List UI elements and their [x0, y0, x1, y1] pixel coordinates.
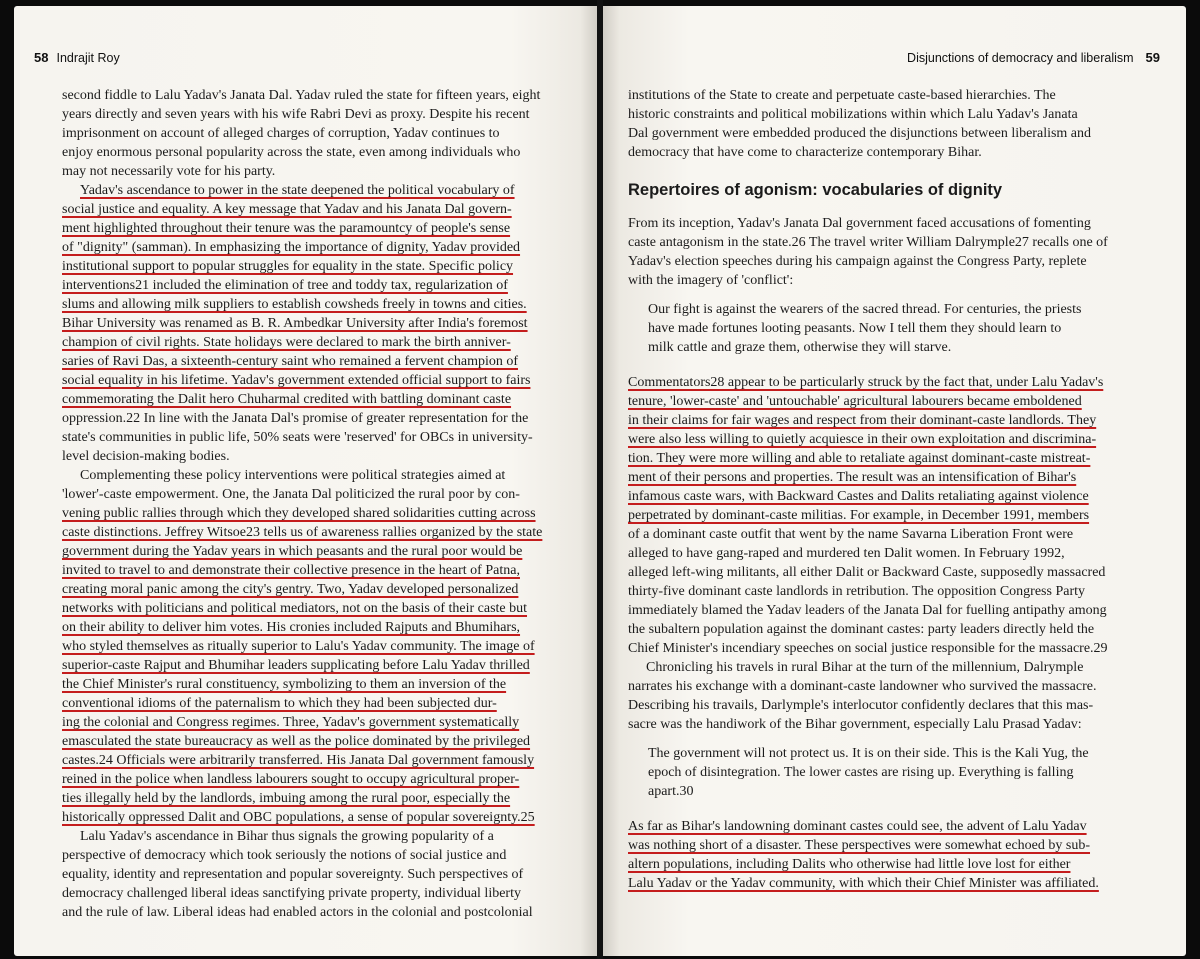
text-line: equality, identity and representation and popular sovereignty. Such perspectives of — [62, 867, 524, 882]
block-quote-2 — [628, 744, 1148, 801]
text-line: Chronicling his travels in rural Bihar at the turn of the millennium, Dalrymple — [646, 660, 1084, 675]
text-line: From its inception, Yadav's Janata Dal government faced accusations of fomenting — [628, 216, 1091, 231]
left-body-text — [62, 86, 572, 922]
text-line: was nothing short of a disaster. These perspectives were somewhat echoed by sub- — [628, 838, 1091, 853]
text-line: perpetrated by dominant-caste militias. For example, in December 1991, members — [628, 508, 1090, 523]
right-running-header — [907, 50, 1160, 65]
text-line: milk cattle and graze them, otherwise they will starve. — [648, 340, 952, 355]
text-line: 'lower'-caste empowerment. One, the Janata Dal politicized the rural poor by con- — [62, 487, 520, 502]
left-page-number: 58 — [34, 50, 49, 65]
right-page-number: 59 — [1145, 50, 1160, 65]
text-line: state's communities in public life, 50% seats were 'reserved' for OBCs in university- — [62, 430, 533, 445]
text-line: tenure, 'lower-caste' and 'untouchable' agricultural labourers became emboldened — [628, 394, 1082, 409]
text-line: conventional idioms of the paternalism to which they had been subjected dur- — [62, 696, 497, 711]
text-line: Complementing these policy interventions were political strategies aimed at — [80, 468, 506, 483]
text-line: immediately blamed the Yadav leaders of the Janata Dal for fuelling antipathy among — [628, 603, 1107, 618]
text-line: The government will not protect us. It is on their side. This is the Kali Yug, the — [648, 746, 1089, 761]
text-line: sacre was the handiwork of the Bihar government, especially Lalu Prasad Yadav: — [628, 717, 1082, 732]
text-line: Our fight is against the wearers of the sacred thread. For centuries, the priests — [648, 302, 1082, 317]
text-line: ment of their persons and properties. The result was an intensification of Bihar's — [628, 470, 1077, 485]
right-page — [602, 6, 1186, 956]
text-line: social equality in his lifetime. Yadav's government extended official support to fairs — [62, 373, 531, 388]
text-line: imprisonment on account of alleged charges of corruption, Yadav continues to — [62, 126, 500, 141]
text-line: historically oppressed Dalit and OBC populations, a sense of popular sovereignty.25 — [62, 810, 535, 825]
text-line: institutional support to popular struggles for equality in the state. Specific policy — [62, 259, 514, 274]
text-line: democracy that have come to characterize contemporary Bihar. — [628, 145, 982, 160]
book-gutter — [597, 0, 603, 959]
text-line: creating moral panic among the city's gentry. Two, Yadav developed personalized — [62, 582, 519, 597]
text-line: ties illegally held by the landlords, imbuing among the rural poor, especially the — [62, 791, 511, 806]
text-line: ing the colonial and Congress regimes. Three, Yadav's government systematically — [62, 715, 520, 730]
text-line: Yadav's election speeches during his campaign against the Congress Party, replete — [628, 254, 1087, 269]
text-line: on their ability to deliver him votes. His cronies included Rajputs and Bhumihars, — [62, 620, 521, 635]
text-line: of a dominant caste outfit that went by the name Savarna Liberation Front were — [628, 527, 1074, 542]
text-line: were also less willing to quietly acquiesce in their own exploitation and discrimina- — [628, 432, 1097, 447]
text-line: social justice and equality. A key message that Yadav and his Janata Dal govern- — [62, 202, 512, 217]
text-line: networks with politicians and political mediators, not on the basis of their caste but — [62, 601, 528, 616]
text-line: Lalu Yadav's ascendance in Bihar thus signals the growing popularity of a — [80, 829, 494, 844]
text-line: tion. They were more willing and able to retaliate against dominant-caste mistreat- — [628, 451, 1091, 466]
text-line: Yadav's ascendance to power in the state deepened the political vocabulary of — [80, 183, 515, 198]
left-running-head: Indrajit Roy — [56, 51, 120, 65]
right-lines-bottom — [628, 817, 1148, 893]
text-line: reined in the police when landless labourers sought to occupy agricultural proper- — [62, 772, 520, 787]
text-line: Commentators28 appear to be particularly struck by the fact that, under Lalu Yadav's — [628, 375, 1104, 390]
text-line: in their claims for fair wages and respect from their dominant-caste landlords. They — [628, 413, 1097, 428]
text-line: thirty-five dominant caste landlords in retribution. The opposition Congress Party — [628, 584, 1086, 599]
text-line: slums and allowing milk suppliers to establish cowsheds freely in towns and cities. — [62, 297, 527, 312]
text-line: invited to travel to and demonstrate their collective presence in the heart of Patna, — [62, 563, 520, 578]
text-line: oppression.22 In line with the Janata Dal's promise of greater representation for the — [62, 411, 529, 426]
text-line: level decision-making bodies. — [62, 449, 230, 464]
text-line: may not necessarily vote for his party. — [62, 164, 276, 179]
text-line: have made fortunes looting peasants. Now I tell them they should learn to — [648, 321, 1062, 336]
right-lines-section — [628, 214, 1148, 290]
block-quote-1 — [628, 300, 1148, 357]
text-line: enjoy enormous personal popularity across the state, even among individuals who — [62, 145, 521, 160]
text-line: democracy challenged liberal ideas sanctifying private property, individual liberty — [62, 886, 521, 901]
text-line: institutions of the State to create and perpetuate caste-based hierarchies. The — [628, 88, 1056, 103]
text-line: infamous caste wars, with Backward Castes and Dalits retaliating against violence — [628, 489, 1089, 504]
text-line: commemorating the Dalit hero Chuharmal credited with battling dominant caste — [62, 392, 512, 407]
text-line: the subaltern population against the dominant castes: party leaders directly held the — [628, 622, 1095, 637]
text-line: alleged to have gang-raped and murdered ten Dalit women. In February 1992, — [628, 546, 1065, 561]
text-line: As far as Bihar's landowning dominant castes could see, the advent of Lalu Yadav — [628, 819, 1087, 834]
text-line: the Chief Minister's rural constituency, symbolizing to them an inversion of the — [62, 677, 507, 692]
text-line: caste antagonism in the state.26 The travel writer William Dalrymple27 recalls one of — [628, 235, 1108, 250]
text-line: altern populations, including Dalits who otherwise had little love lost for either — [628, 857, 1071, 872]
text-line: saries of Ravi Das, a sixteenth-century saint who remained a fervent champion of — [62, 354, 519, 369]
text-line: interventions21 included the elimination of tree and toddy tax, regularization of — [62, 278, 508, 293]
text-line: vening public rallies through which they developed shared solidarities cutting across — [62, 506, 536, 521]
right-lines-top — [628, 86, 1148, 162]
text-line: historic constraints and political mobilizations within which Lalu Yadav's Janata — [628, 107, 1078, 122]
right-running-head: Disjunctions of democracy and liberalism — [907, 51, 1134, 65]
text-line: perspective of democracy which took seriously the notions of social justice and — [62, 848, 507, 863]
text-line: Describing his travails, Darlymple's interlocutor confidently declares that this mas- — [628, 698, 1094, 713]
text-line: and the rule of law. Liberal ideas had enabled actors in the colonial and postcolonial — [62, 905, 533, 920]
text-line: champion of civil rights. State holidays were declared to mark the birth anniver- — [62, 335, 511, 350]
text-line: Bihar University was renamed as B. R. Ambedkar University after India's foremost — [62, 316, 528, 331]
text-line: superior-caste Rajput and Bhumihar leaders supplicating before Lalu Yadav thrilled — [62, 658, 530, 673]
text-line: apart.30 — [648, 784, 694, 799]
right-lines-mid — [628, 373, 1148, 734]
right-body-text — [628, 86, 1148, 893]
text-line: with the imagery of 'conflict': — [628, 273, 794, 288]
text-line: government during the Yadav years in which peasants and the rural poor would be — [62, 544, 523, 559]
text-line: alleged left-wing militants, all either Dalit or Backward Caste, supposedly massacred — [628, 565, 1106, 580]
section-heading: Repertoires of agonism: vocabularies of dignity — [628, 181, 1003, 199]
text-line: of "dignity" (samman). In emphasizing the importance of dignity, Yadav provided — [62, 240, 521, 255]
text-line: emasculated the state bureaucracy as well as the police dominated by the privileged — [62, 734, 531, 749]
text-line: second fiddle to Lalu Yadav's Janata Dal. Yadav ruled the state for fifteen years, eight — [62, 88, 541, 103]
text-line: who styled themselves as ritually superior to Lalu's Yadav community. The image of — [62, 639, 535, 654]
text-line: narrates his exchange with a dominant-caste landowner who survived the massacre. — [628, 679, 1097, 694]
left-page — [14, 6, 598, 956]
text-line: Dal government were embedded produced the disjunctions between liberalism and — [628, 126, 1092, 141]
text-line: epoch of disintegration. The lower castes are rising up. Everything is falling — [648, 765, 1074, 780]
left-lines — [62, 86, 572, 922]
text-line: ment highlighted throughout their tenure was the paramountcy of people's sense — [62, 221, 511, 236]
left-running-header — [34, 50, 120, 65]
text-line: castes.24 Officials were arbitrarily transferred. His Janata Dal government famously — [62, 753, 535, 768]
text-line: Chief Minister's incendiary speeches on social justice responsible for the massacre.29 — [628, 641, 1108, 656]
text-line: Lalu Yadav or the Yadav community, with which their Chief Minister was affiliated. — [628, 876, 1099, 891]
text-line: years directly and seven years with his wife Rabri Devi as proxy. Despite his recent — [62, 107, 530, 122]
text-line: caste distinctions. Jeffrey Witsoe23 tells us of awareness rallies organized by the state — [62, 525, 543, 540]
